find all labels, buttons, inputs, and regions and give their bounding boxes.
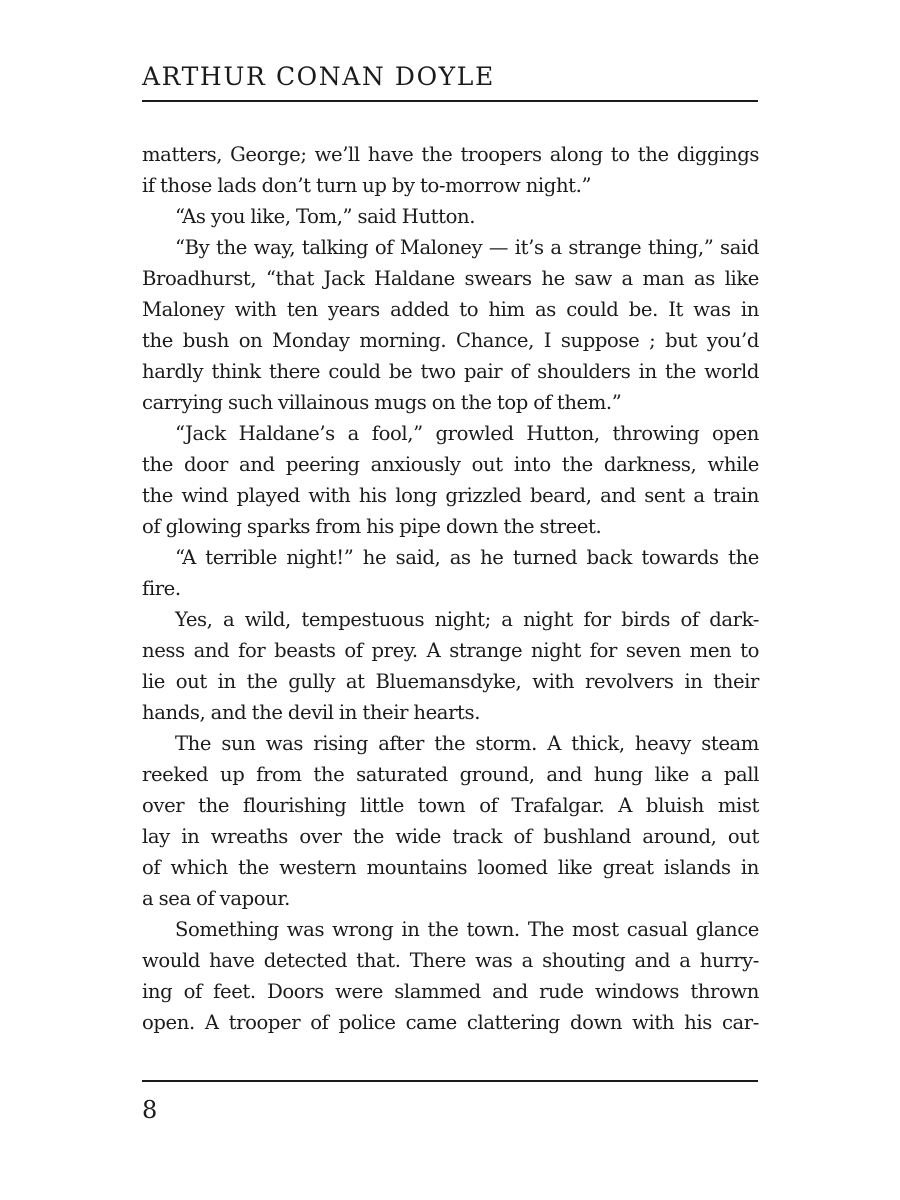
text-line: Maloney with ten years added to him as could be. It was in	[142, 298, 759, 321]
text-line: over the flourishing little town of Trafalgar. A bluish mist	[142, 794, 759, 817]
running-head-title: ARTHUR CONAN DOYLE	[142, 62, 495, 91]
text-line: “Jack Haldane’s a fool,” growled Hutton, throwing open	[175, 422, 759, 445]
text-line: open. A trooper of police came clattering down with his car-	[142, 1011, 759, 1034]
text-line: carrying such villainous mugs on the top of them.”	[142, 391, 622, 414]
text-line: hardly think there could be two pair of shoulders in the world	[142, 360, 759, 383]
text-line: the bush on Monday morning. Chance, I suppose ; but you’d	[142, 329, 759, 352]
text-line: “As you like, Tom,” said Hutton.	[175, 205, 476, 228]
text-line: ing of feet. Doors were slammed and rude windows thrown	[142, 980, 759, 1003]
text-line: of glowing sparks from his pipe down the street.	[142, 515, 602, 538]
body-text	[142, 139, 759, 1038]
text-line: hands, and the devil in their hearts.	[142, 701, 481, 724]
text-line: Something was wrong in the town. The most casual glance	[175, 918, 759, 941]
text-line: fire.	[142, 577, 181, 600]
text-line: a sea of vapour.	[142, 887, 290, 910]
text-line: the door and peering anxiously out into the darkness, while	[142, 453, 759, 476]
footer-rule	[142, 1080, 758, 1082]
text-line: of which the western mountains loomed like great islands in	[142, 856, 759, 879]
text-line: reeked up from the saturated ground, and hung like a pall	[142, 763, 759, 786]
text-line: ness and for beasts of prey. A strange night for seven men to	[142, 639, 759, 662]
text-line: lay in wreaths over the wide track of bushland around, out	[142, 825, 759, 848]
text-line: if those lads don’t turn up by to-morrow night.”	[142, 174, 592, 197]
text-line: would have detected that. There was a shouting and a hurry-	[142, 949, 759, 972]
text-line: “By the way, talking of Maloney — it’s a strange thing,” said	[175, 236, 759, 259]
text-line: Broadhurst, “that Jack Haldane swears he saw a man as like	[142, 267, 759, 290]
text-line: matters, George; we’ll have the troopers along to the diggings	[142, 143, 759, 166]
text-line: the wind played with his long grizzled beard, and sent a train	[142, 484, 759, 507]
text-line: lie out in the gully at Bluemansdyke, with revolvers in their	[142, 670, 759, 693]
text-line: The sun was rising after the storm. A thick, heavy steam	[175, 732, 759, 755]
header-rule	[142, 100, 758, 102]
text-line: Yes, a wild, tempestuous night; a night for birds of dark-	[175, 608, 759, 631]
page-number: 8	[142, 1096, 158, 1124]
text-line: “A terrible night!” he said, as he turned back towards the	[175, 546, 759, 569]
